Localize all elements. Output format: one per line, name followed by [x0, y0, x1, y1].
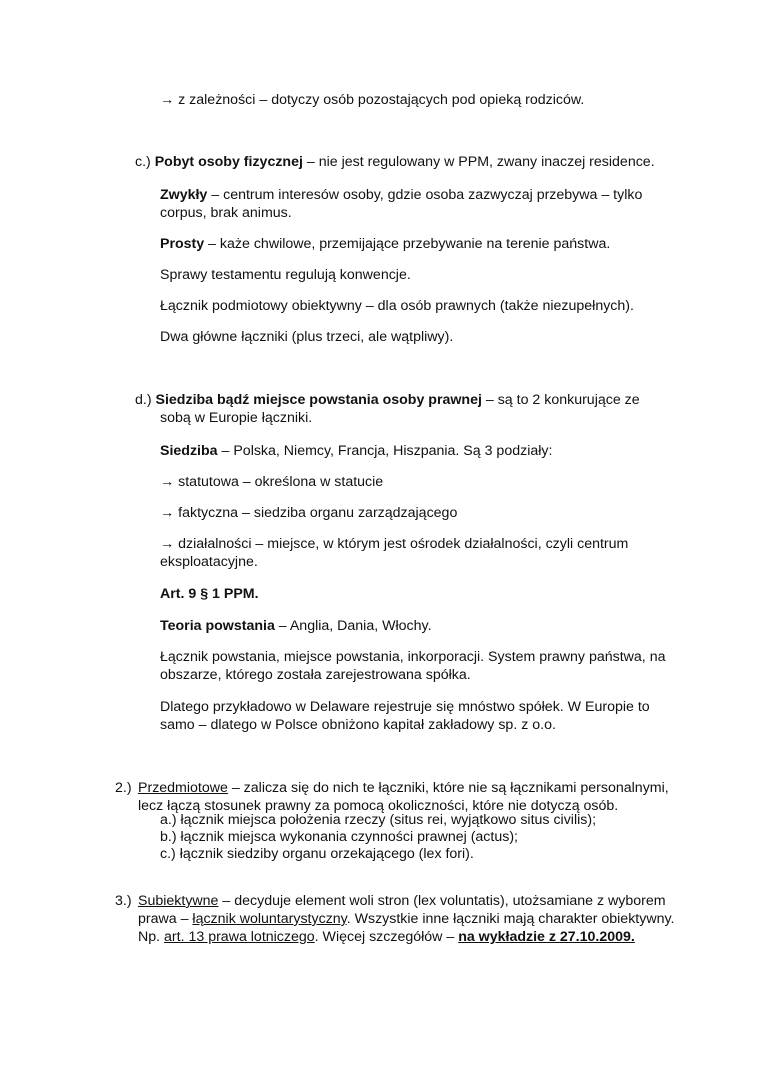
section-title: Pobyt osoby fizycznej	[154, 154, 303, 170]
arrow-icon: →	[160, 536, 175, 552]
paragraph-zwykly	[160, 186, 642, 222]
paragraph-text-line2: samo – dlatego w Polsce obniżono kapitał zakładowy sp. z o.o.	[160, 717, 556, 733]
section-title-rest: – zalicza się do nich te łączniki, które nie są łącznikami personalnymi,	[227, 780, 669, 796]
underlined-reference: art. 13 prawa lotniczego	[164, 929, 315, 945]
section-d-heading	[135, 391, 640, 409]
section-title-rest: – nie jest regulowany w PPM, zwany inaczej residence.	[302, 154, 655, 170]
list-item	[160, 845, 474, 863]
section-2-text	[138, 779, 669, 815]
arrow-item-text: faktyczna – siedziba organu zarządzającego	[178, 505, 458, 521]
paragraph-text: – każe chwilowe, przemijające przebywanie na terenie państwa.	[204, 236, 611, 252]
arrow-item-statutowa	[160, 473, 383, 491]
arrow-item-text: działalności – miejsce, w którym jest ośrodek działalności, czyli centrum	[178, 536, 629, 552]
arrow-item-text-line2: eksploatacyjne.	[160, 554, 258, 570]
section-marker: d.)	[135, 392, 152, 408]
section-title-rest: – są to 2 konkurujące ze	[481, 392, 640, 408]
paragraph-text: – Anglia, Dania, Włochy.	[274, 618, 432, 634]
section-title: Siedziba bądź miejsce powstania osoby prawnej	[155, 392, 482, 408]
section-marker: c.)	[135, 154, 151, 170]
article-reference: Art. 9 § 1 PPM.	[160, 586, 259, 602]
paragraph-lacznik-podmiotowy: Łącznik podmiotowy obiektywny – dla osób prawnych (także niezupełnych).	[160, 298, 634, 314]
term-bold: Siedziba	[160, 443, 218, 459]
section-title: Subiektywne	[138, 893, 219, 909]
lecture-date-reference: na wykładzie z 27.10.2009.	[458, 929, 635, 945]
list-item-text: łącznik miejsca wykonania czynności prawnej (actus);	[180, 829, 518, 845]
list-marker: c.)	[160, 846, 176, 862]
paragraph-teoria-powstania	[160, 617, 432, 635]
paragraph-text: – Polska, Niemcy, Francja, Hiszpania. Są 3 podziały:	[217, 443, 553, 459]
section-text-line2: lecz łączą stosunek prawny za pomocą okoliczności, które nie dotyczą osób.	[138, 798, 619, 814]
paragraph-text: Dlatego przykładowo w Delaware rejestruje się mnóstwo spółek. W Europie to	[160, 699, 650, 715]
term-bold: Prosty	[160, 236, 205, 252]
paragraph-text: Łącznik powstania, miejsce powstania, inkorporacji. System prawny państwa, na	[160, 649, 666, 665]
list-item	[160, 828, 518, 846]
text-fragment: Np.	[138, 929, 165, 945]
list-item-text: łącznik miejsca położenia rzeczy (situs rei, wyjątkowo situs civilis);	[180, 812, 597, 828]
paragraph-text: – centrum interesów osoby, gdzie osoba zazwyczaj przebywa – tylko	[207, 187, 643, 203]
term-bold: Zwykły	[160, 187, 208, 203]
arrow-item-dzialalnosci	[160, 535, 628, 571]
list-item	[160, 811, 596, 829]
list-marker: b.)	[160, 829, 177, 845]
section-d-heading-line2: sobą w Europie łączniki.	[160, 410, 313, 426]
paragraph-text-line2: obszarze, którego została zarejestrowana spółka.	[160, 667, 471, 683]
section-2-heading	[115, 779, 132, 797]
list-marker: a.)	[160, 812, 177, 828]
arrow-icon: →	[160, 474, 175, 490]
list-item-text: łącznik siedziby organu orzekającego (lex fori).	[179, 846, 474, 862]
text-fragment: . Wszystkie inne łączniki mają charakter obiektywny.	[346, 911, 675, 927]
section-3-text	[138, 892, 674, 946]
arrow-item-faktyczna	[160, 504, 457, 522]
section-3-heading	[115, 892, 132, 910]
section-c-heading	[135, 153, 655, 171]
section-title-rest: – decyduje element woli stron (lex voluntatis), utożsamiane z wyborem	[218, 893, 666, 909]
section-marker: 3.)	[115, 893, 132, 909]
paragraph-testament: Sprawy testamentu regulują konwencje.	[160, 267, 411, 283]
paragraph-dwa-laczniki: Dwa główne łączniki (plus trzeci, ale wątpliwy).	[160, 329, 454, 345]
arrow-icon: →	[160, 505, 175, 521]
text-fragment: prawa –	[138, 911, 193, 927]
section-marker: 2.)	[115, 780, 132, 796]
arrow-item-dependence	[160, 91, 584, 109]
arrow-icon: →	[160, 92, 175, 108]
arrow-item-text: z zależności – dotyczy osób pozostających pod opieką rodziców.	[178, 92, 585, 108]
underlined-term: łącznik woluntarystyczny	[192, 911, 347, 927]
text-fragment: . Więcej szczegółów –	[314, 929, 459, 945]
paragraph-siedziba	[160, 442, 552, 460]
paragraph-lacznik-powstania	[160, 648, 665, 684]
section-title: Przedmiotowe	[138, 780, 228, 796]
arrow-item-text: statutowa – określona w statucie	[178, 474, 384, 490]
paragraph-delaware	[160, 698, 650, 734]
paragraph-text-line2: corpus, brak animus.	[160, 205, 292, 221]
term-bold: Teoria powstania	[160, 618, 275, 634]
paragraph-prosty	[160, 235, 610, 253]
